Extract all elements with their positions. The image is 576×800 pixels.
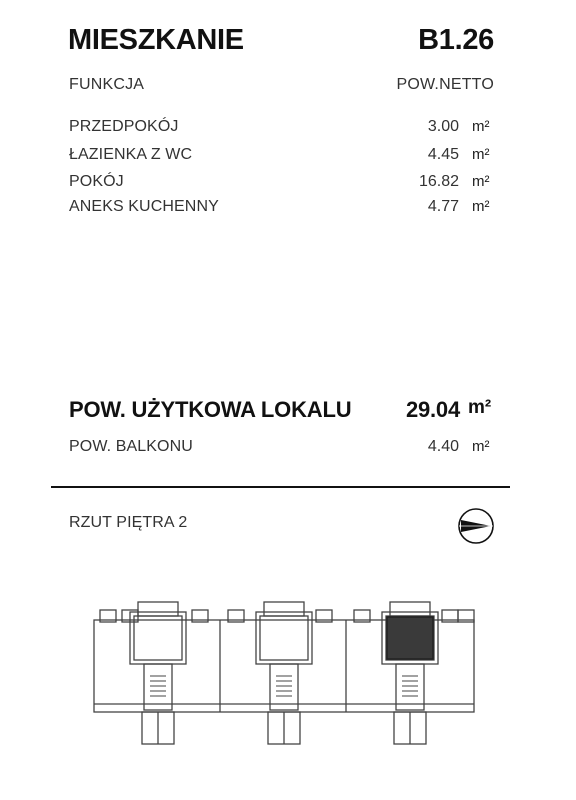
- divider-line: [51, 486, 510, 488]
- room-row: [0, 198, 576, 224]
- total-area-unit: m²: [468, 397, 492, 418]
- column-header-function: FUNKCJA: [69, 76, 145, 93]
- highlighted-apartment: [387, 617, 433, 659]
- room-name: POKÓJ: [69, 173, 124, 190]
- room-unit: m²: [472, 146, 490, 163]
- balcony-label: POW. BALKONU: [69, 438, 193, 455]
- room-unit: m²: [472, 118, 490, 135]
- room-area: 4.77: [427, 198, 459, 215]
- room-area: 3.00: [427, 118, 459, 135]
- room-name: ŁAZIENKA Z WC: [69, 146, 193, 163]
- room-row: [0, 146, 576, 172]
- apartment-title: MIESZKANIE: [68, 24, 244, 56]
- balcony-unit: m²: [472, 438, 490, 455]
- compass-icon: [456, 506, 496, 546]
- floor-plan-label: RZUT PIĘTRA 2: [69, 514, 188, 531]
- room-unit: m²: [472, 173, 490, 190]
- room-area: 4.45: [427, 146, 459, 163]
- room-name: ANEKS KUCHENNY: [69, 198, 219, 215]
- room-row: [0, 173, 576, 199]
- total-area-label: POW. UŻYTKOWA LOKALU: [69, 397, 352, 422]
- column-header-area: POW.NETTO: [396, 76, 494, 93]
- room-name: PRZEDPOKÓJ: [69, 118, 179, 135]
- total-area-value: 29.04: [405, 397, 460, 422]
- room-row: [0, 118, 576, 144]
- floor-plan-drawing: [80, 596, 480, 748]
- room-unit: m²: [472, 198, 490, 215]
- apartment-id: B1.26: [418, 24, 494, 56]
- balcony-area: 4.40: [427, 438, 459, 455]
- room-area: 16.82: [418, 173, 459, 190]
